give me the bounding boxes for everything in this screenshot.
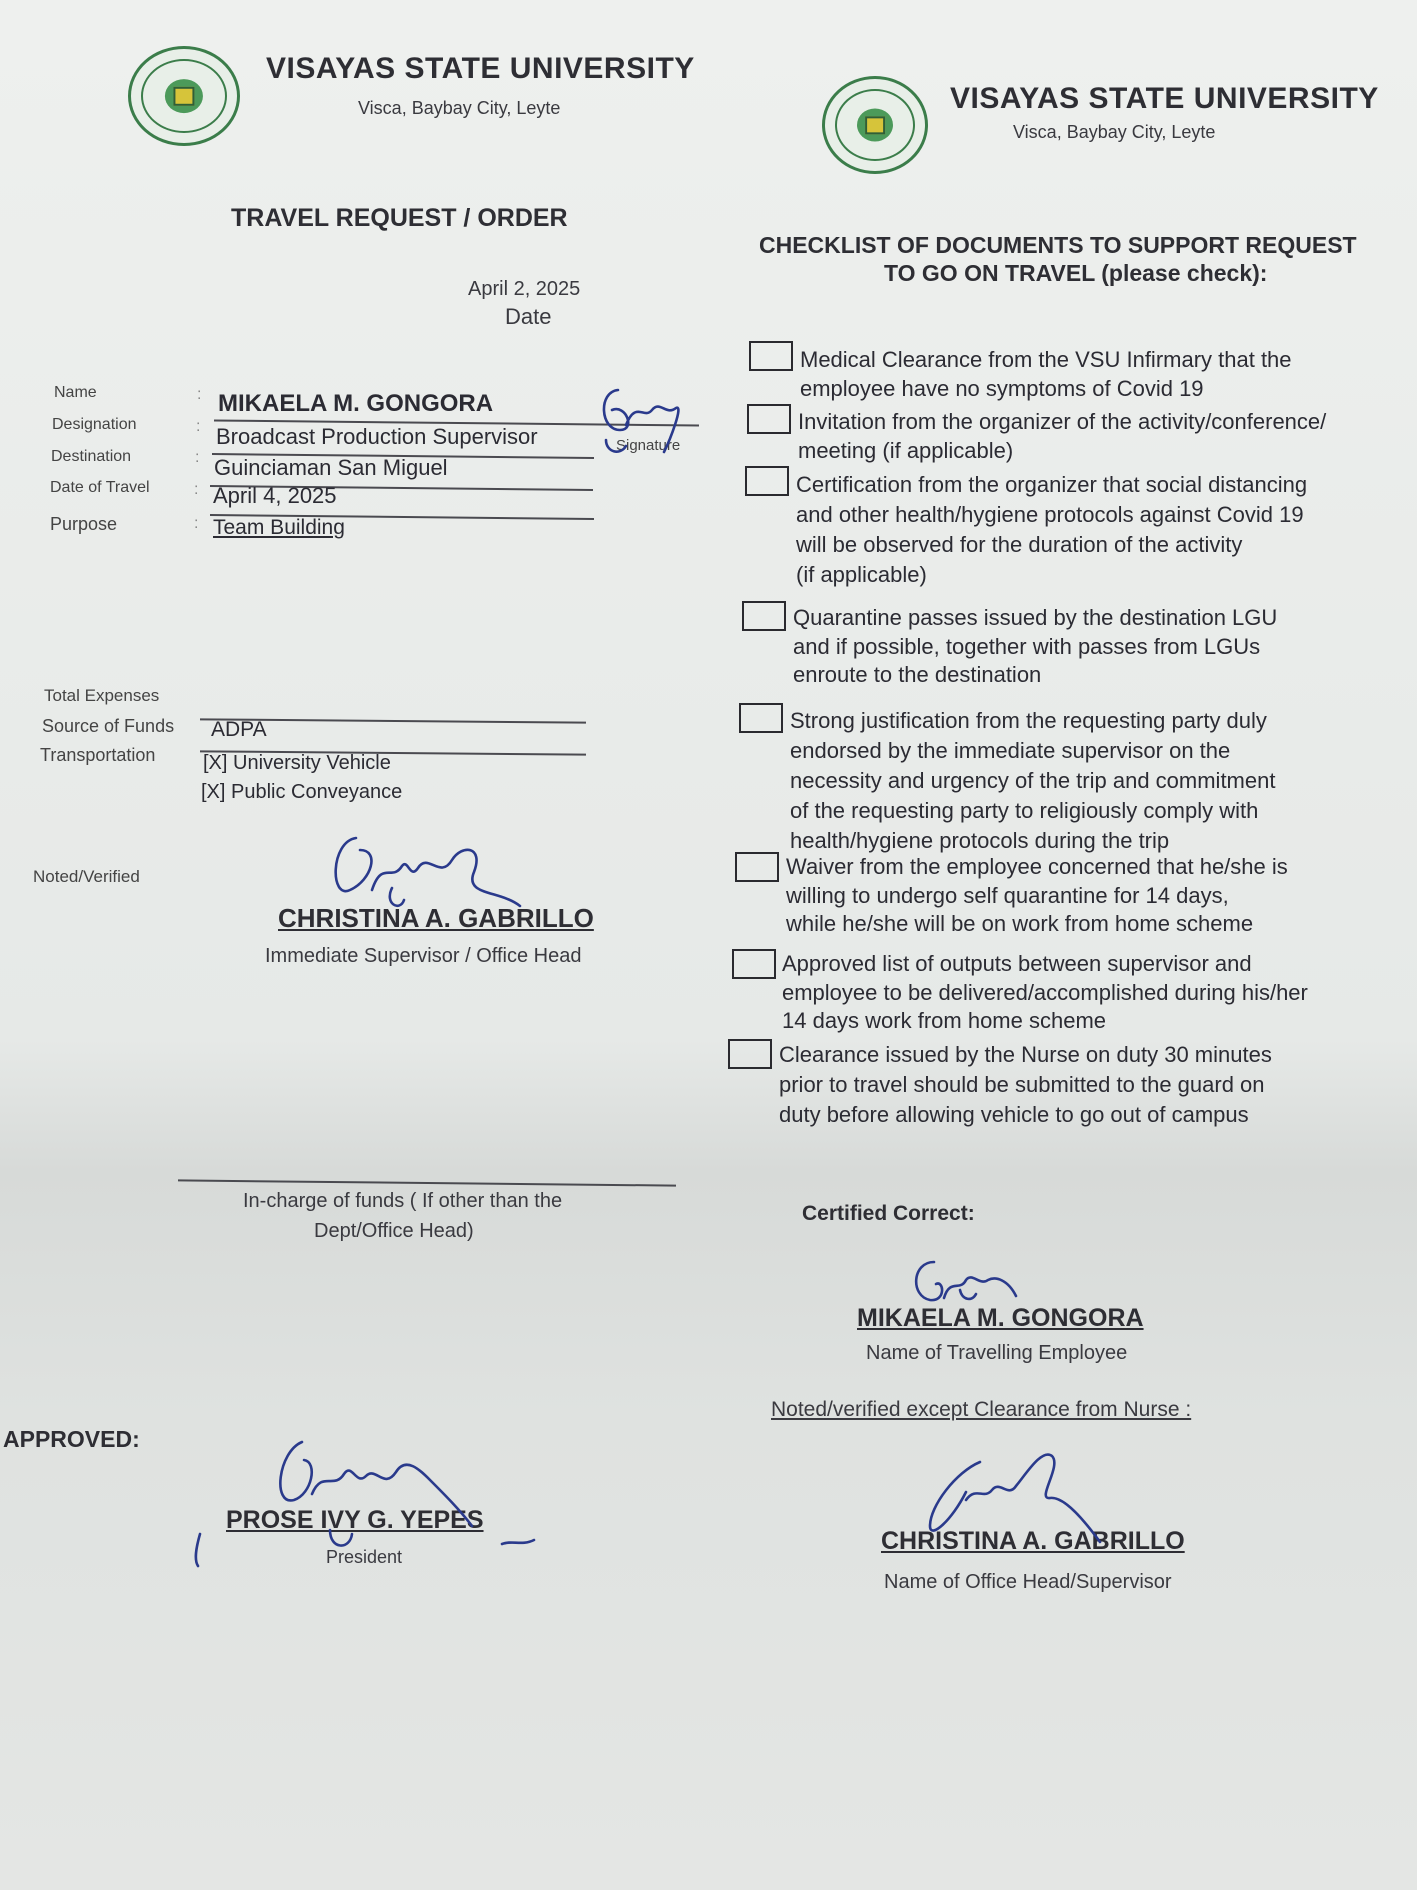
noted-except-label: Noted/verified except Clearance from Nurse : [771,1398,1192,1421]
date-label: Date [505,304,552,329]
noted-verified-label: Noted/Verified [33,867,140,886]
university-address: Visca, Baybay City, Leyte [358,98,561,118]
checklist-title-line-1: CHECKLIST OF DOCUMENTS TO SUPPORT REQUEST [759,232,1357,258]
certified-correct-label: Certified Correct: [802,1202,975,1225]
form-title: TRAVEL REQUEST / ORDER [231,204,568,232]
office-head-name: CHRISTINA A. GABRILLO [881,1527,1185,1555]
supervisor-title: Immediate Supervisor / Office Head [265,945,582,967]
checklist-item-text: Invitation from the organizer of the activity/conference/ meeting (if applicable) [798,409,1327,463]
colon: : [194,515,199,532]
colon: : [197,386,202,403]
checklist-item-text: Quarantine passes issued by the destination LGU and if possible, together with passes from LGUs enroute to the destination [793,605,1278,687]
name-label: Name [54,384,97,401]
university-name: VISAYAS STATE UNIVERSITY [950,82,1379,115]
office-head-signature [930,1454,1100,1542]
transport-public-conveyance: [X] Public Conveyance [201,781,403,803]
employee-signature-bottom [916,1262,1016,1300]
purpose-value: Team Building [213,516,345,539]
date-of-travel-label: Date of Travel [50,479,150,496]
president-name: PROSE IVY G. YEPES [226,1506,484,1534]
destination-label: Destination [51,448,132,465]
checklist-item-text: Medical Clearance from the VSU Infirmary that the employee have no symptoms of Covid 19 [800,347,1292,401]
colon: : [195,449,200,466]
destination-value: Guinciaman San Miguel [214,455,448,480]
checklist-title-line-2: TO GO ON TRAVEL (please check): [884,260,1268,286]
checklist-item-text: Clearance issued by the Nurse on duty 30 minutes prior to travel should be submitted to the guard on duty before allowing vehicle to go out of campus [779,1042,1272,1127]
employee-signature-top [604,390,681,454]
incharge-funds-label-1: In-charge of funds ( If other than the [243,1190,563,1212]
supervisor-name: CHRISTINA A. GABRILLO [278,903,594,933]
source-of-funds-value: ADPA [211,718,267,741]
transport-university-vehicle: [X] University Vehicle [203,752,391,774]
colon: : [194,481,199,498]
signature-label: Signature [616,437,681,454]
employee-name: MIKAELA M. GONGORA [857,1304,1144,1332]
designation-value: Broadcast Production Supervisor [216,424,538,449]
checklist-item-text: Approved list of outputs between supervisor and employee to be delivered/accomplished during his/her 14 days work from home scheme [782,951,1308,1033]
colon: : [196,418,201,435]
checklist-item-text: Waiver from the employee concerned that he/she is willing to undergo self quarantine for 14 days, while he/she will be on work from home scheme [786,854,1288,936]
employee-title: Name of Travelling Employee [866,1342,1128,1364]
university-address: Visca, Baybay City, Leyte [1013,122,1216,142]
request-date: April 2, 2025 [468,278,581,300]
transportation-label: Transportation [40,745,156,765]
president-title: President [326,1547,403,1567]
source-of-funds-label: Source of Funds [42,716,175,736]
total-expenses-label: Total Expenses [44,686,160,705]
approved-label: APPROVED: [3,1426,140,1452]
checklist-item-text: Certification from the organizer that social distancing and other health/hygiene protocols against Covid 19 will be observed for the duration of the activity (if applicable) [796,472,1308,587]
supervisor-signature [336,838,520,906]
university-name: VISAYAS STATE UNIVERSITY [266,52,695,85]
checklist-item-text: Strong justification from the requesting party duly endorsed by the immediate supervisor on the necessity and urgency of the trip and commitment of the requesting party to religiously comply with health/hygiene protocols during the trip [790,708,1276,853]
incharge-funds-label-2: Dept/Office Head) [314,1220,474,1242]
purpose-label: Purpose [50,514,118,534]
office-head-title: Name of Office Head/Supervisor [884,1571,1172,1593]
traveler-name: MIKAELA M. GONGORA [218,390,494,417]
designation-label: Designation [52,416,137,433]
president-signature [196,1442,534,1566]
date-of-travel-value: April 4, 2025 [213,483,337,508]
